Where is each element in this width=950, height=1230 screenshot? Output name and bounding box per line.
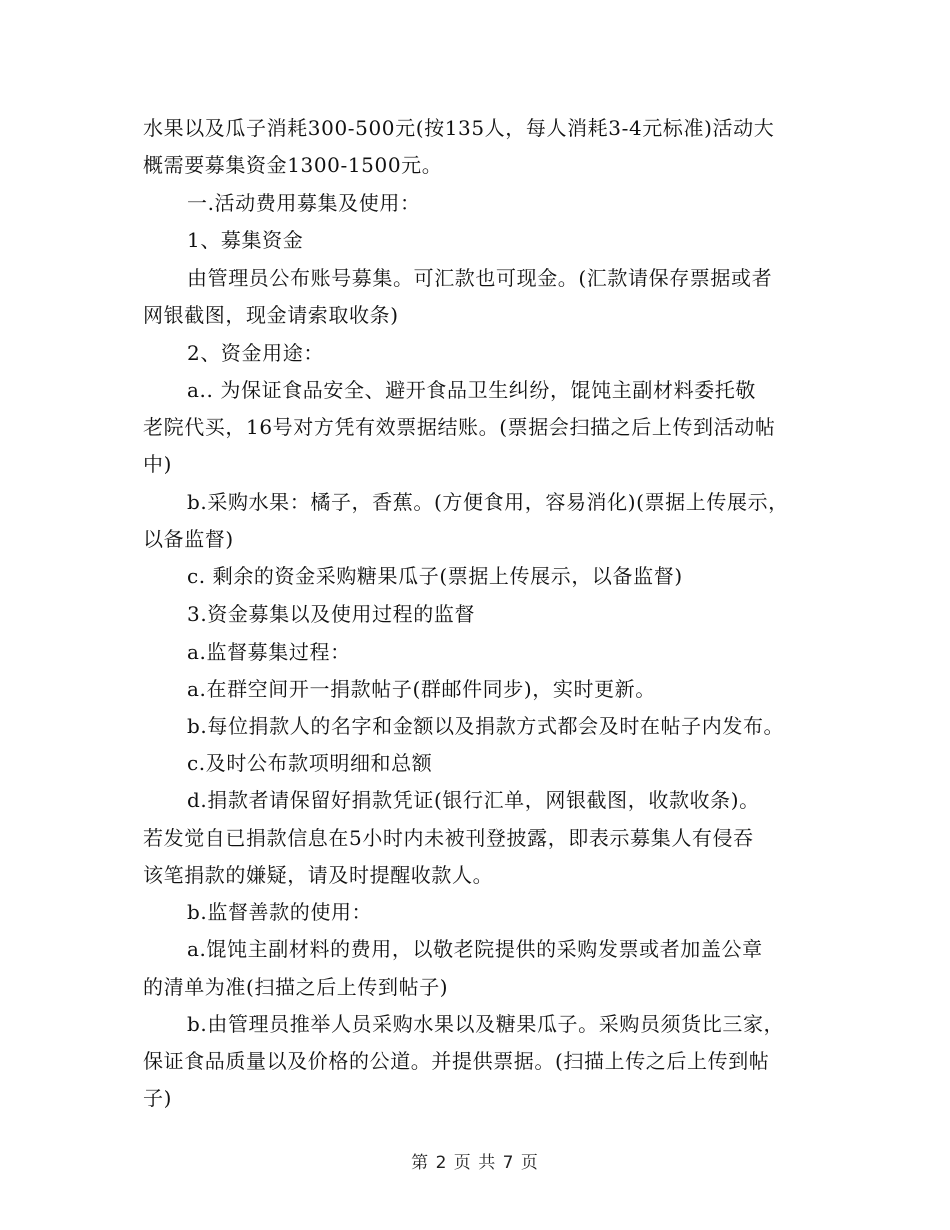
body-line: c.及时公布款项明细和总额	[187, 751, 433, 775]
body-line: 以备监督)	[143, 527, 234, 551]
body-line: b.由管理员推举人员采购水果以及糖果瓜子。采购员须货比三家，	[187, 1012, 785, 1036]
subsection-heading: 1、募集资金	[187, 228, 304, 252]
body-line: c. 剩余的资金采购糖果瓜子(票据上传展示，以备监督)	[187, 564, 683, 588]
body-line: b.每位捐款人的名字和金额以及捐款方式都会及时在帖子内发布。	[187, 714, 785, 738]
body-line: 由管理员公布账号募集。可汇款也可现金。(汇款请保存票据或者	[187, 266, 773, 290]
section-heading: 一.活动费用募集及使用：	[187, 191, 421, 215]
body-line: 子)	[143, 1086, 173, 1110]
body-line: a.. 为保证食品安全、避开食品卫生纠纷，馄饨主副材料委托敬	[187, 378, 756, 402]
body-line: 网银截图，现金请索取收条)	[143, 303, 399, 327]
subsection-heading: 3.资金募集以及使用过程的监督	[187, 602, 476, 626]
body-line: 若发觉自已捐款信息在5小时内未被刊登披露，即表示募集人有侵吞	[143, 826, 754, 850]
body-line: 保证食品质量以及价格的公道。并提供票据。(扫描上传之后上传到帖	[143, 1049, 770, 1073]
subsection-heading: 2、资金用途：	[187, 341, 324, 365]
body-line: d.捐款者请保留好捐款凭证(银行汇单，网银截图，收款收条)。	[187, 788, 760, 812]
body-line: b.监督善款的使用：	[187, 900, 373, 924]
body-line: 该笔捐款的嫌疑，请及时提醒收款人。	[143, 863, 494, 887]
body-line: 水果以及瓜子消耗300-500元(按135人，每人消耗3-4元标准)活动大	[143, 116, 775, 140]
body-line: 老院代买，16号对方凭有效票据结账。(票据会扫描之后上传到活动帖	[143, 415, 776, 439]
body-line: a.馄饨主副材料的费用，以敬老院提供的采购发票或者加盖公章	[187, 937, 763, 961]
body-line: 中)	[143, 452, 173, 476]
body-line: a.监督募集过程：	[187, 640, 351, 664]
body-line: 概需要募集资金1300-1500元。	[143, 153, 443, 177]
body-line: a.在群空间开一捐款帖子(群邮件同步)，实时更新。	[187, 677, 656, 701]
page-number-footer: 第 2 页 共 7 页	[411, 1153, 539, 1173]
body-line: 的清单为准(扫描之后上传到帖子)	[143, 975, 449, 999]
body-line: b.采购水果：橘子，香蕉。(方便食用，容易消化)(票据上传展示，	[187, 490, 789, 514]
